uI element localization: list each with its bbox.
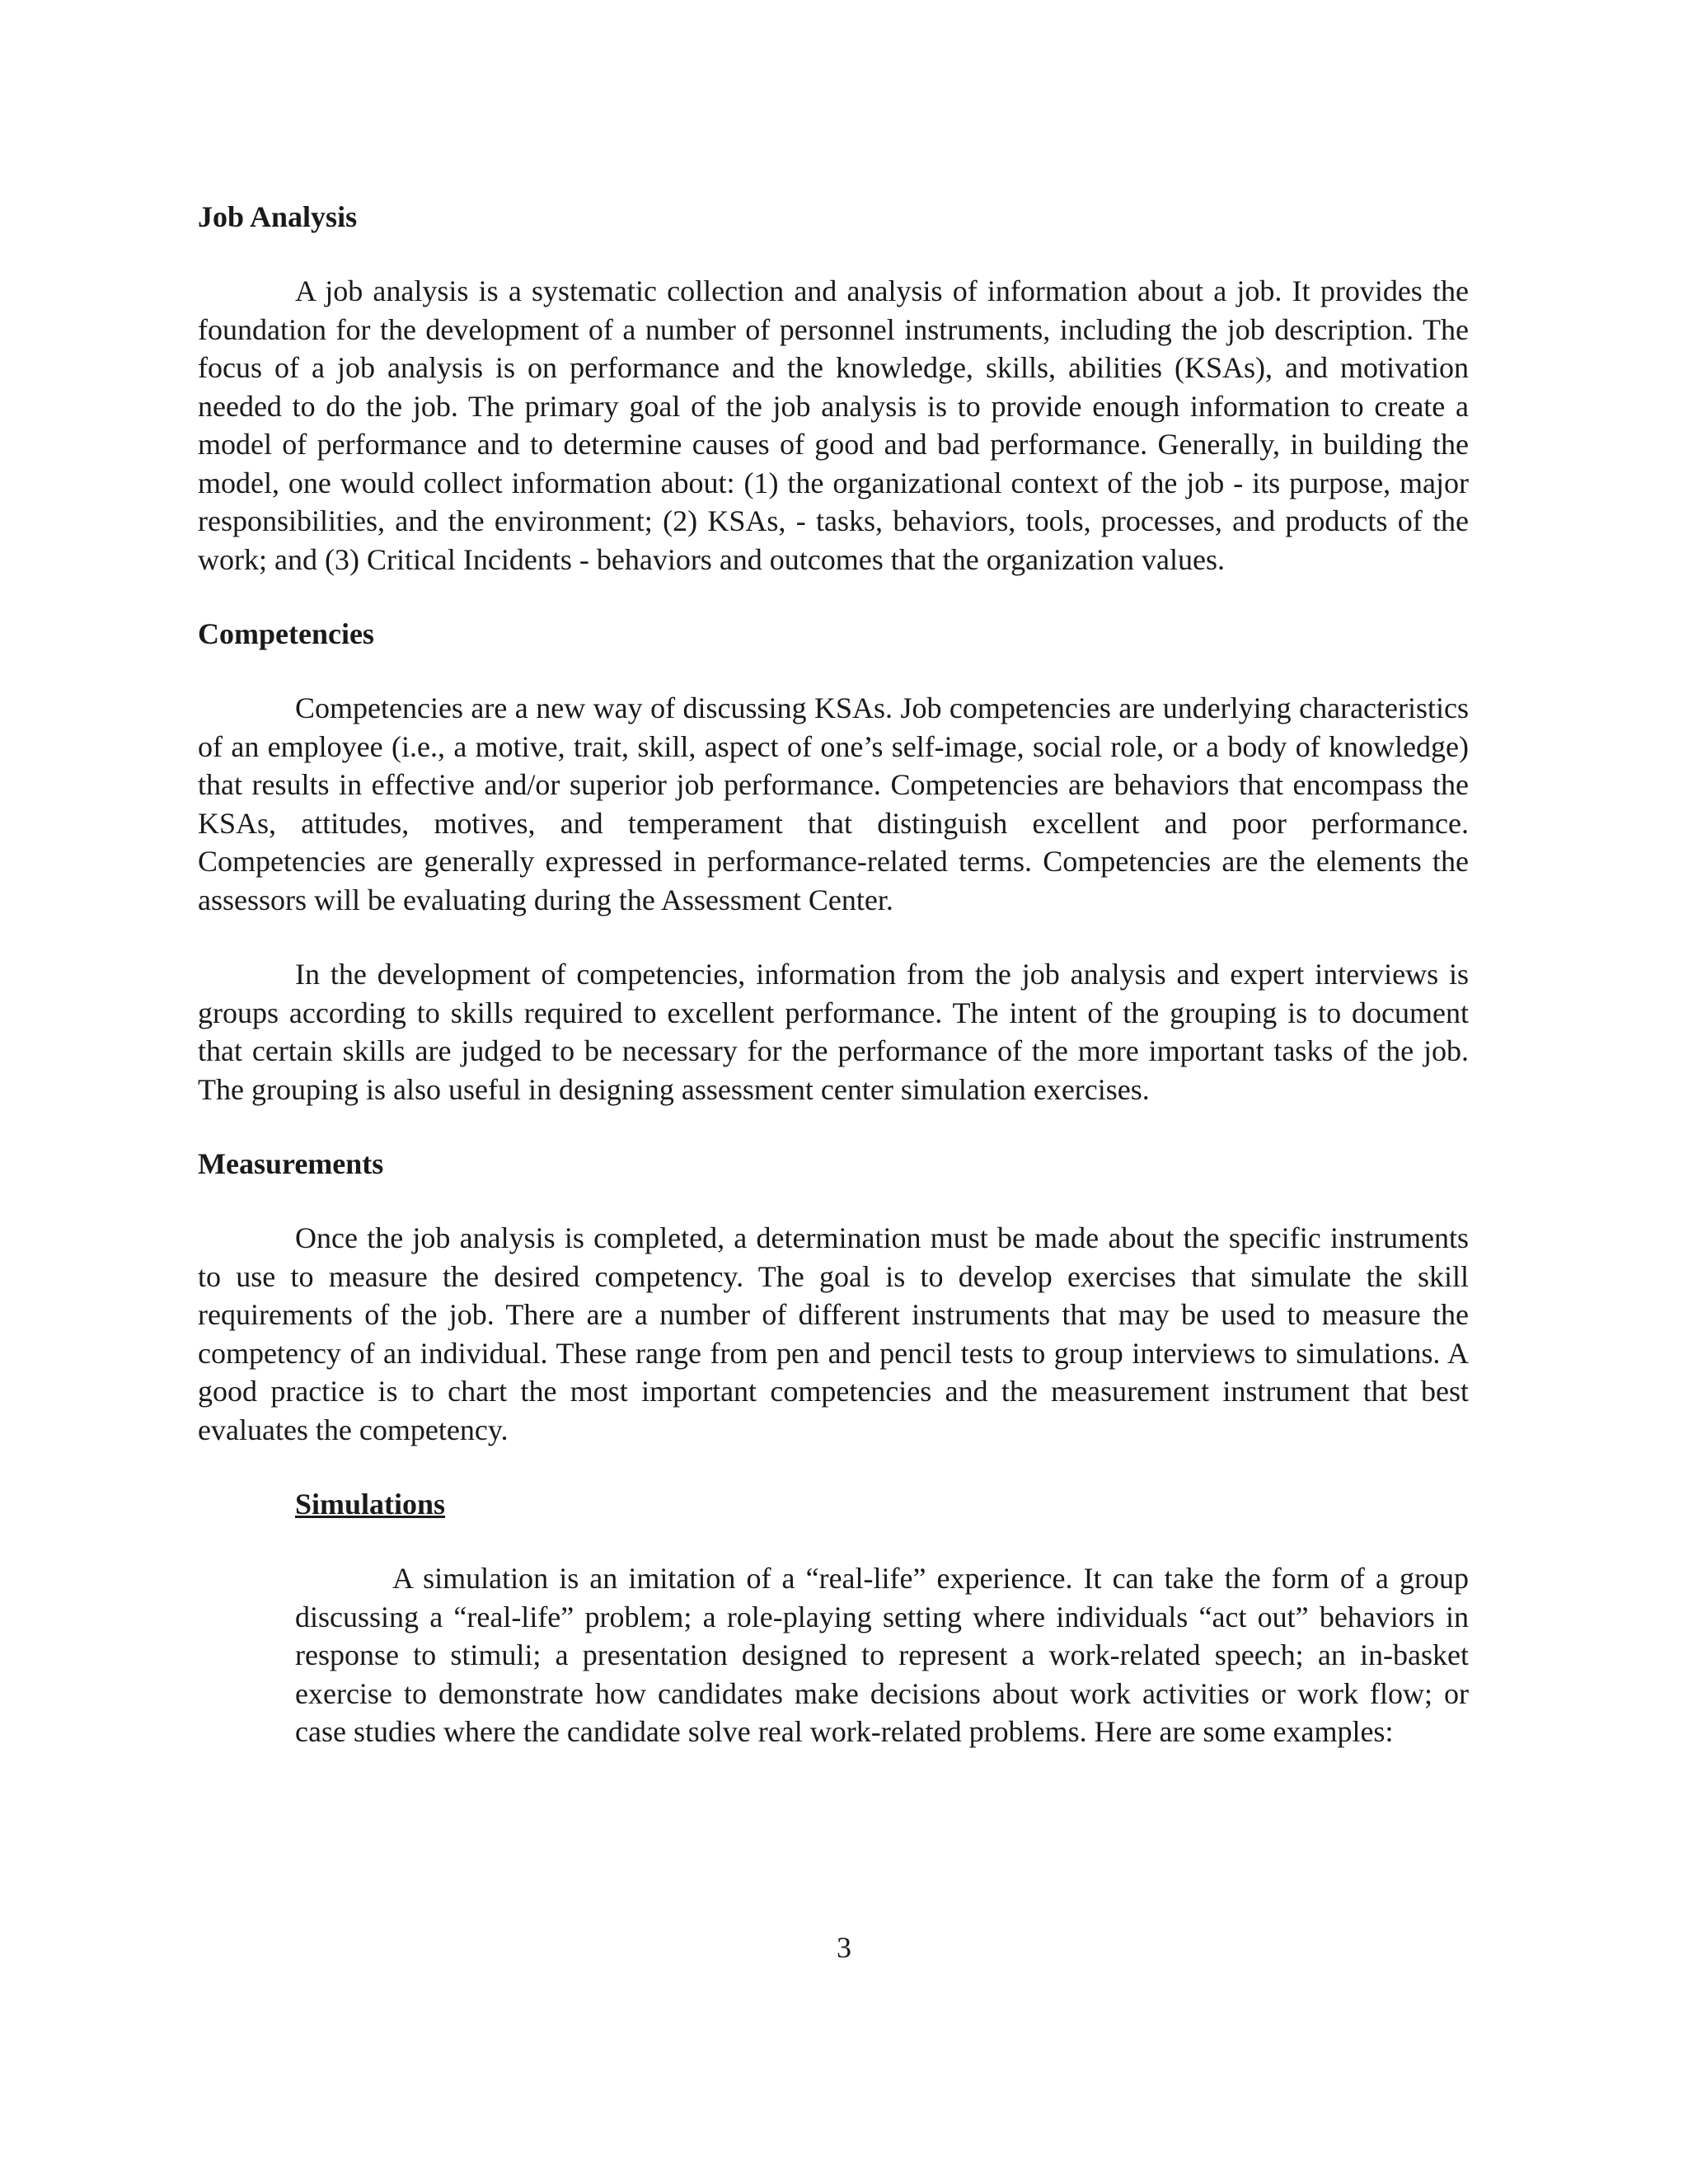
job-analysis-heading: Job Analysis — [198, 200, 358, 233]
document-page — [198, 198, 1469, 1751]
simulations-heading: Simulations — [295, 1488, 446, 1521]
simulations-paragraph: A simulation is an imitation of a “real-life” experience. It can take the form of a group discussing a “real-life” problem; a role-playing setting where individuals “act out” behaviors in response to stimuli; a presentation designed to represent a work-related speech; an in-basket exercise to demonstrate how candidates make decisions about work activities or work flow; or case studies where the candidate solve real work-related problems. Here are some examples: — [295, 1562, 1469, 1748]
page-number: 3 — [837, 1931, 851, 1964]
measurements-heading: Measurements — [198, 1147, 384, 1180]
simulations-section — [295, 1485, 1469, 1751]
competencies-heading: Competencies — [198, 617, 374, 650]
job-analysis-paragraph: A job analysis is a systematic collection and analysis of information about a job. It provides the foundation for the development of a number of personnel instruments, including the job description. The focus of a job analysis is on performance and the knowledge, skills, abilities (KSAs), and motivation needed to do the job. The primary goal of the job analysis is to provide enough information to create a model of performance and to determine causes of good and bad performance. Generally, in building the model, one would collect information about: (1) the organizational context of the job - its purpose, major responsibilities, and the environment; (2) KSAs, - tasks, behaviors, tools, processes, and products of the work; and (3) Critical Incidents - behaviors and outcomes that the organization values. — [198, 274, 1469, 576]
measurements-paragraph: Once the job analysis is completed, a determination must be made about the specific instruments to use to measure the desired competency. The goal is to develop exercises that simulate the skill requirements of the job. There are a number of different instruments that may be used to measure the competency of an individual. These range from pen and pencil tests to group interviews to simulations. A good practice is to chart the most important competencies and the measurement instrument that best evaluates the competency. — [198, 1221, 1469, 1446]
competencies-paragraph-1: Competencies are a new way of discussing KSAs. Job competencies are underlying characteristics of an employee (i.e., a motive, trait, skill, aspect of one’s self-image, social role, or a body of knowledge) that results in effective and/or superior job performance. Competencies are behaviors that encompass the KSAs, attitudes, motives, and temperament that distinguish excellent and poor performance. Competencies are generally expressed in performance-related terms. Competencies are the elements the assessors will be evaluating during the Assessment Center. — [198, 691, 1469, 916]
competencies-paragraph-2: In the development of competencies, information from the job analysis and expert interviews is groups according to skills required to excellent performance. The intent of the grouping is to document that certain skills are judged to be necessary for the performance of the more important tasks of the job. The grouping is also useful in designing assessment center simulation exercises. — [198, 958, 1469, 1106]
